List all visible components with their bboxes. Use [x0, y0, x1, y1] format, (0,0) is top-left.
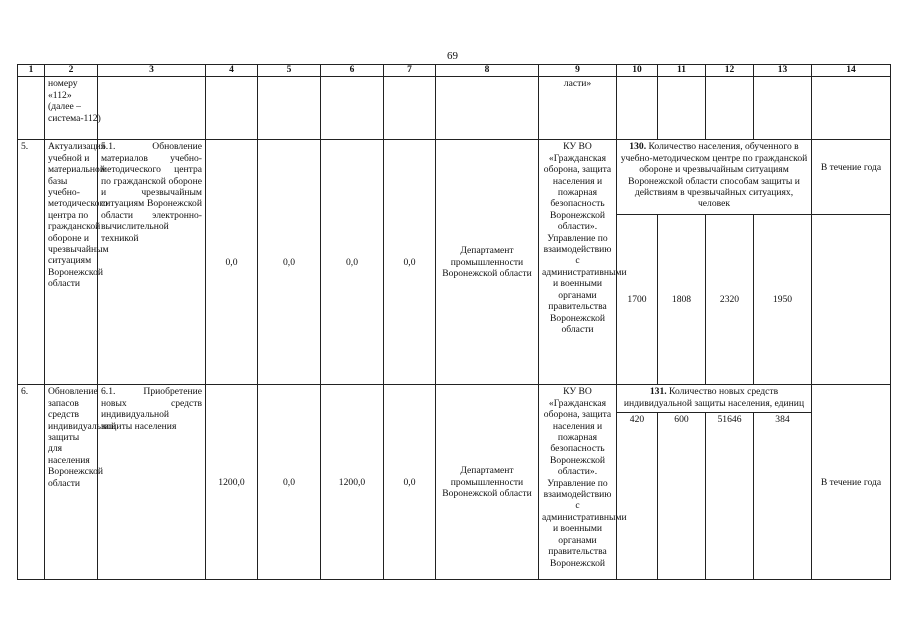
department: Департамент промышленности Воронежской области	[436, 385, 539, 580]
indicator-value: 2320	[706, 215, 754, 385]
indicator-number: 130.	[629, 141, 647, 153]
value-cell: 0,0	[384, 140, 436, 385]
activity-name: Актуализация учебной и материальной базы учебно-методического центра по гражданской обороне и чрезвычайным ситуациям Воронежской области	[45, 140, 98, 385]
value-cell: 1200,0	[206, 385, 258, 580]
value-cell: 0,0	[321, 140, 384, 385]
event-description: 6.1. Приобретение новых средств индивидуальной защиты населения	[98, 385, 206, 580]
indicator-text: 131. Количество новых средств индивидуальной защиты населения, единиц	[617, 385, 812, 413]
table-row	[18, 385, 891, 413]
header-cell: 3	[98, 65, 206, 77]
header-cell: 6	[321, 65, 384, 77]
header-cell: 2	[45, 65, 98, 77]
activity-name: Обновление запасов средств индивидуальной защиты для населения Воронежской области	[45, 385, 98, 580]
header-cell: 9	[539, 65, 617, 77]
row-number: 5.	[18, 140, 45, 385]
header-cell: 10	[617, 65, 658, 77]
header-cell: 14	[812, 65, 891, 77]
executor: КУ ВО «Гражданская оборона, защита населения и пожарная безопасность Воронежской области». Управление по взаимодействию с административными и военными органами правительства Воронежской	[539, 385, 617, 580]
indicator-value: 384	[754, 413, 812, 580]
header-cell: 5	[258, 65, 321, 77]
continuation-row	[18, 77, 891, 140]
indicator-text: 130. Количество населения, обученного в учебно-методическом центре по гражданской обороне и чрезвычайным ситуациям Воронежской области способам защиты и действиям в чрезвычайных ситуациях, человек	[617, 140, 812, 215]
table-row	[18, 140, 891, 215]
header-cell: 12	[706, 65, 754, 77]
indicator-value: 600	[658, 413, 706, 580]
header-cell: 1	[18, 65, 45, 77]
indicator-value: 420	[617, 413, 658, 580]
row-number: 6.	[18, 385, 45, 580]
indicator-value: 1808	[658, 215, 706, 385]
executor: КУ ВО «Гражданская оборона, защита населения и пожарная безопасность Воронежской области». Управление по взаимодействию с административными и военными органами правительства Воронежской области	[539, 140, 617, 385]
term-cell: В течение года	[812, 140, 891, 215]
header-cell: 8	[436, 65, 539, 77]
department: Департамент промышленности Воронежской области	[436, 140, 539, 385]
continued-name: номеру «112» (далее – система-112)	[45, 77, 98, 140]
program-table	[17, 64, 891, 580]
event-description: 5.1. Обновление материалов учебно-методического центра по гражданской обороне и чрезвычайным ситуациям Воронежской области электронно-вычислительной техникой	[98, 140, 206, 385]
page-number: 69	[447, 50, 458, 62]
header-cell: 7	[384, 65, 436, 77]
value-cell: 0,0	[258, 385, 321, 580]
indicator-value: 51646	[706, 413, 754, 580]
value-cell: 0,0	[206, 140, 258, 385]
indicator-value: 1950	[754, 215, 812, 385]
value-cell: 0,0	[384, 385, 436, 580]
indicator-number: 131.	[649, 386, 667, 398]
header-cell: 13	[754, 65, 812, 77]
indicator-value: 1700	[617, 215, 658, 385]
header-cell: 11	[658, 65, 706, 77]
continued-executor: ласти»	[539, 77, 617, 140]
value-cell: 1200,0	[321, 385, 384, 580]
header-cell: 4	[206, 65, 258, 77]
value-cell: 0,0	[258, 140, 321, 385]
header-row	[18, 65, 891, 77]
term-cell: В течение года	[812, 385, 891, 580]
